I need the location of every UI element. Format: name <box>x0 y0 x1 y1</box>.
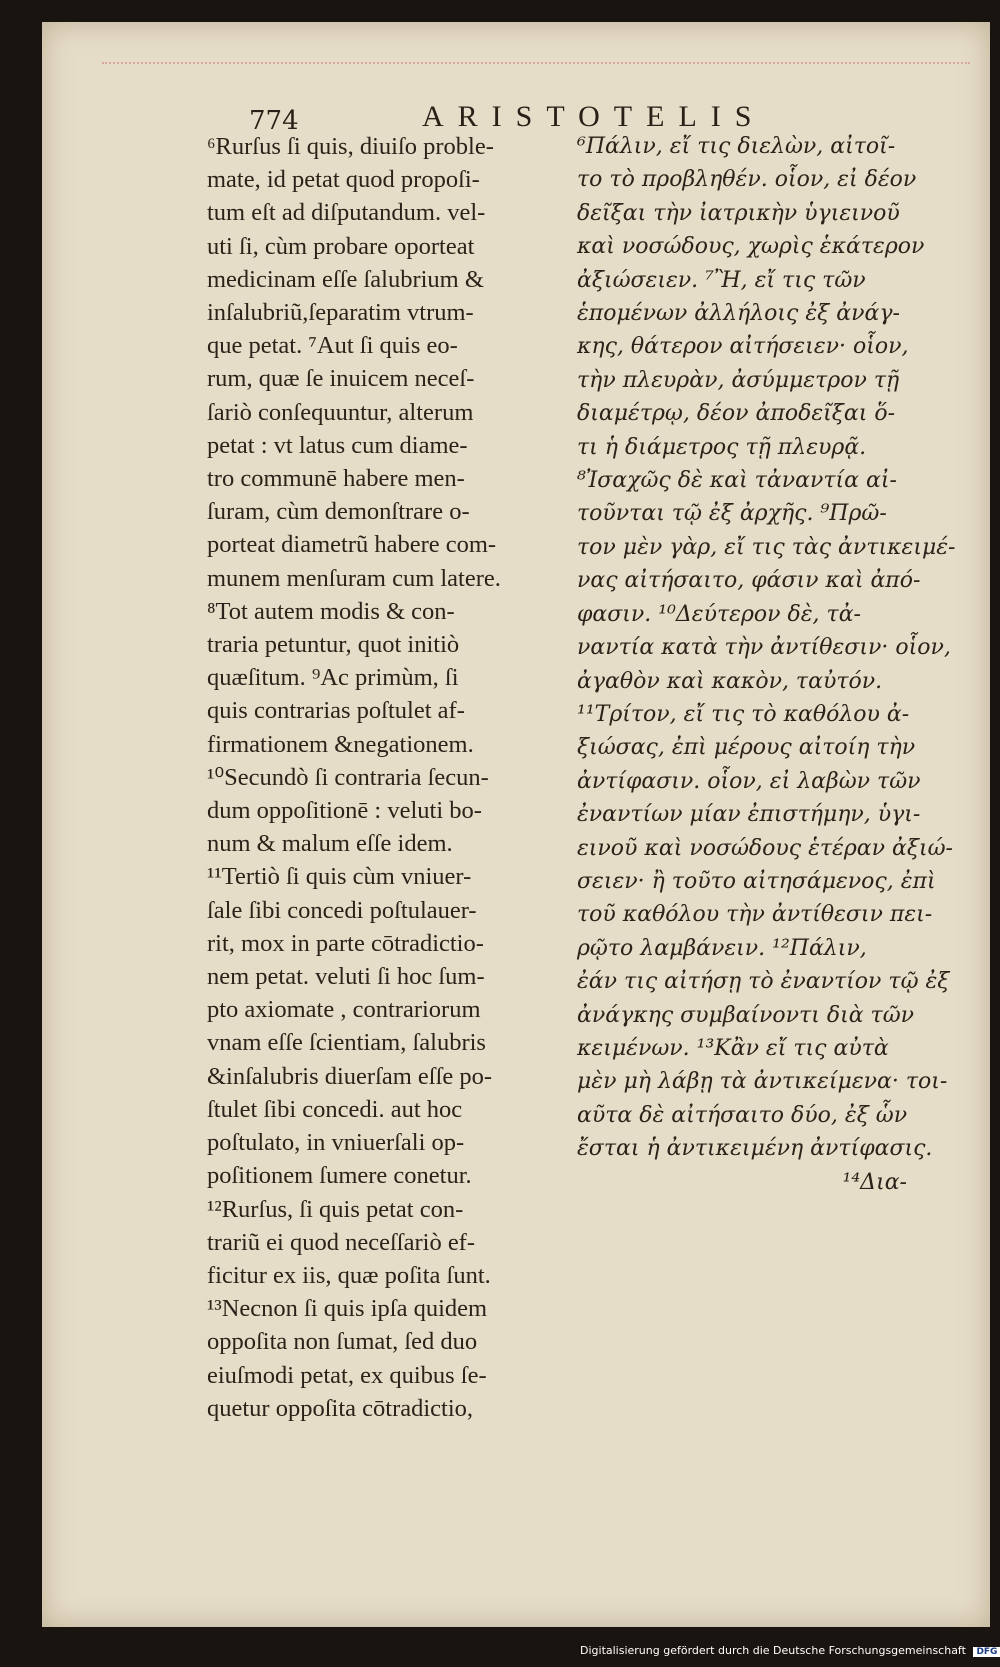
greek-text-line: τοῦ καθόλου τὴν ἀντίθεσιν πει- <box>577 902 933 928</box>
latin-text-line: num & malum eſſe idem. <box>207 830 453 858</box>
latin-text-line: &inſalubris diuerſam eſſe po- <box>207 1062 493 1090</box>
latin-text-line: poſtulato, in vniuerſali op- <box>207 1129 465 1157</box>
latin-column <box>207 130 543 1425</box>
latin-text-line: tro communē habere men- <box>207 465 465 493</box>
greek-text-line: τὴν πλευρὰν, ἀσύμμετρον τῇ <box>577 367 900 393</box>
greek-text-line: ⁸Ἰσαχῶς δὲ καὶ τἀναντία αἰ- <box>577 468 897 494</box>
greek-text-line: φασιν. ¹⁰Δεύτερον δὲ, τἀ- <box>577 601 861 627</box>
latin-text-line: rum, quæ ſe inuicem neceſ- <box>207 365 475 393</box>
latin-text-line: uti ſi, cùm probare oporteat <box>207 232 475 260</box>
greek-text-line: νας αἰτήσαιτο, φάσιν καὶ ἀπό- <box>577 568 921 594</box>
greek-text-line: ἐάν τις αἰτήσῃ τὸ ἐναντίον τῷ ἐξ <box>577 969 950 995</box>
greek-text-line: τον μὲν γὰρ, εἴ τις τὰς ἀντικειμέ- <box>577 534 956 560</box>
latin-text-line: inſalubriũ,ſeparatim vtrum- <box>207 299 474 327</box>
greek-text-line: το τὸ προβληθέν. οἷον, εἰ δέον <box>577 167 917 193</box>
latin-text-line: petat : vt latus cum diame- <box>207 431 468 459</box>
greek-text-line: ἐναντίων μίαν ἐπιστήμην, ὑγι- <box>577 802 921 828</box>
greek-text-line: δεῖξαι τὴν ἰατρικὴν ὑγιεινοῦ <box>577 200 900 226</box>
greek-text-line: ⁶Πάλιν, εἴ τις διελὼν, αἰτοῖ- <box>577 134 896 159</box>
greek-text-line: μὲν μὴ λάβῃ τὰ ἀντικείμενα· τοι- <box>577 1069 948 1095</box>
greek-text-line: ρῷτο λαμβάνειν. ¹²Πάλιν, <box>577 935 867 961</box>
latin-text-line: ¹⁰Secundò ſi contraria ſecun- <box>207 763 489 791</box>
latin-text-line: ſuram, cùm demonſtrare o- <box>207 498 470 526</box>
running-title: ARISTOTELIS <box>422 100 766 133</box>
greek-text-line: ¹¹Τρίτον, εἴ τις τὸ καθόλου ἀ- <box>577 701 910 727</box>
latin-text-line: tum eſt ad diſputandum. vel- <box>207 199 486 227</box>
dfg-logo: DFG <box>973 1647 1000 1657</box>
greek-column <box>577 130 956 1199</box>
latin-text-line: munem menſuram cum latere. <box>207 564 501 592</box>
latin-text-line: ¹¹Tertiò ſi quis cùm vniuer- <box>207 863 472 891</box>
latin-text-line: ſale ſibi concedi poſtulauer- <box>207 896 477 924</box>
dotted-rule <box>102 62 970 64</box>
page-number: 774 <box>249 106 299 136</box>
latin-text-line: ¹²Rurſus, ſi quis petat con- <box>207 1195 464 1223</box>
latin-text-line: vnam eſſe ſcientiam, ſalubris <box>207 1029 486 1057</box>
greek-text-line: ἔσται ἡ ἀντικειμένη ἀντίφασις. <box>577 1136 933 1162</box>
greek-text-line: ναντία κατὰ τὴν ἀντίθεσιν· οἷον, <box>577 635 951 661</box>
latin-text-line: pto axiomate , contrariorum <box>207 996 481 1024</box>
latin-text-line: ſtulet ſibi concedi. aut hoc <box>207 1095 463 1123</box>
greek-text-line: κειμένων. ¹³Κἂν εἴ τις αὐτὰ <box>577 1035 889 1061</box>
latin-text-line: eiuſmodi petat, ex quibus ſe- <box>207 1361 487 1389</box>
latin-text-line: que petat. ⁷Aut ſi quis eo- <box>207 332 458 360</box>
greek-text-line: ἀξιώσειεν. ⁷Ἢ, εἴ τις τῶν <box>577 267 866 293</box>
latin-text-line: ficitur ex iis, quæ poſita ſunt. <box>207 1261 491 1289</box>
credit-text: Digitalisierung gefördert durch die Deutsche Forschungsgemeinschaft <box>580 1644 966 1657</box>
latin-text-line: poſitionem ſumere conetur. <box>207 1162 472 1190</box>
greek-text-line: ξιώσας, ἐπὶ μέρους αἰτοίη τὴν <box>577 735 916 761</box>
latin-text-line: porteat diametrũ habere com- <box>207 531 497 559</box>
greek-text-line: καὶ νοσώδους, χωρὶς ἑκάτερον <box>577 234 925 260</box>
greek-text-line: τι ἡ διάμετρος τῇ πλευρᾷ. <box>577 434 867 460</box>
greek-text-line: κης, θάτερον αἰτήσειεν· οἷον, <box>577 334 909 360</box>
latin-text-line: oppoſita non ſumat, ſed duo <box>207 1328 478 1356</box>
latin-text-line: ⁸Tot autem modis & con- <box>207 597 455 625</box>
greek-text-line: ἀγαθὸν καὶ κακὸν, ταὐτόν. <box>577 668 883 694</box>
greek-text-line: εινοῦ καὶ νοσώδους ἑτέραν ἀξιώ- <box>577 835 953 861</box>
latin-text-line: firmationem &negationem. <box>207 730 474 758</box>
latin-text-line: ¹³Necnon ſi quis ipſa quidem <box>207 1295 488 1323</box>
latin-text-line: dum oppoſitionē : veluti bo- <box>207 797 482 825</box>
latin-text-line: quetur oppoſita cōtradictio, <box>207 1394 474 1422</box>
latin-text-line: medicinam eſſe ſalubrium & <box>207 265 484 293</box>
greek-text-line: ἑπομένων ἀλλήλοις ἐξ ἀνάγ- <box>577 301 900 327</box>
latin-text-line: rit, mox in parte cōtradictio- <box>207 929 484 957</box>
greek-text-line: σειεν· ἢ τοῦτο αἰτησάμενος, ἐπὶ <box>577 868 936 894</box>
catchword: ¹⁴Δια- <box>842 1169 907 1195</box>
latin-text-line: traria petuntur, quot initiò <box>207 631 460 659</box>
latin-text-line: ſariò conſequuntur, alterum <box>207 398 474 426</box>
latin-text-line: quis contrarias poſtulet af- <box>207 697 465 725</box>
latin-text-line: quæſitum. ⁹Ac primùm, ſi <box>207 664 459 692</box>
greek-text-line: ἀντίφασιν. οἷον, εἰ λαβὼν τῶν <box>577 768 921 794</box>
latin-text-line: nem petat. veluti ſi hoc ſum- <box>207 963 485 991</box>
digitization-credit <box>580 1644 1000 1657</box>
greek-text-line: τοῦνται τῷ ἐξ ἀρχῆς. ⁹Πρῶ- <box>577 501 887 527</box>
greek-text-line: διαμέτρῳ, δέον ἀποδεῖξαι ὅ- <box>577 401 896 427</box>
latin-text-line: trariũ ei quod neceſſariò ef- <box>207 1228 476 1256</box>
latin-text-line: ⁶Rurſus ſi quis, diuiſo proble- <box>207 133 494 160</box>
greek-text-line: ἀνάγκης συμβαίνοντι διὰ τῶν <box>577 1002 915 1028</box>
greek-text-line: αῦτα δὲ αἰτήσαιτο δύο, ἐξ ὧν <box>577 1102 908 1128</box>
latin-text-line: mate, id petat quod propoſi- <box>207 166 480 194</box>
